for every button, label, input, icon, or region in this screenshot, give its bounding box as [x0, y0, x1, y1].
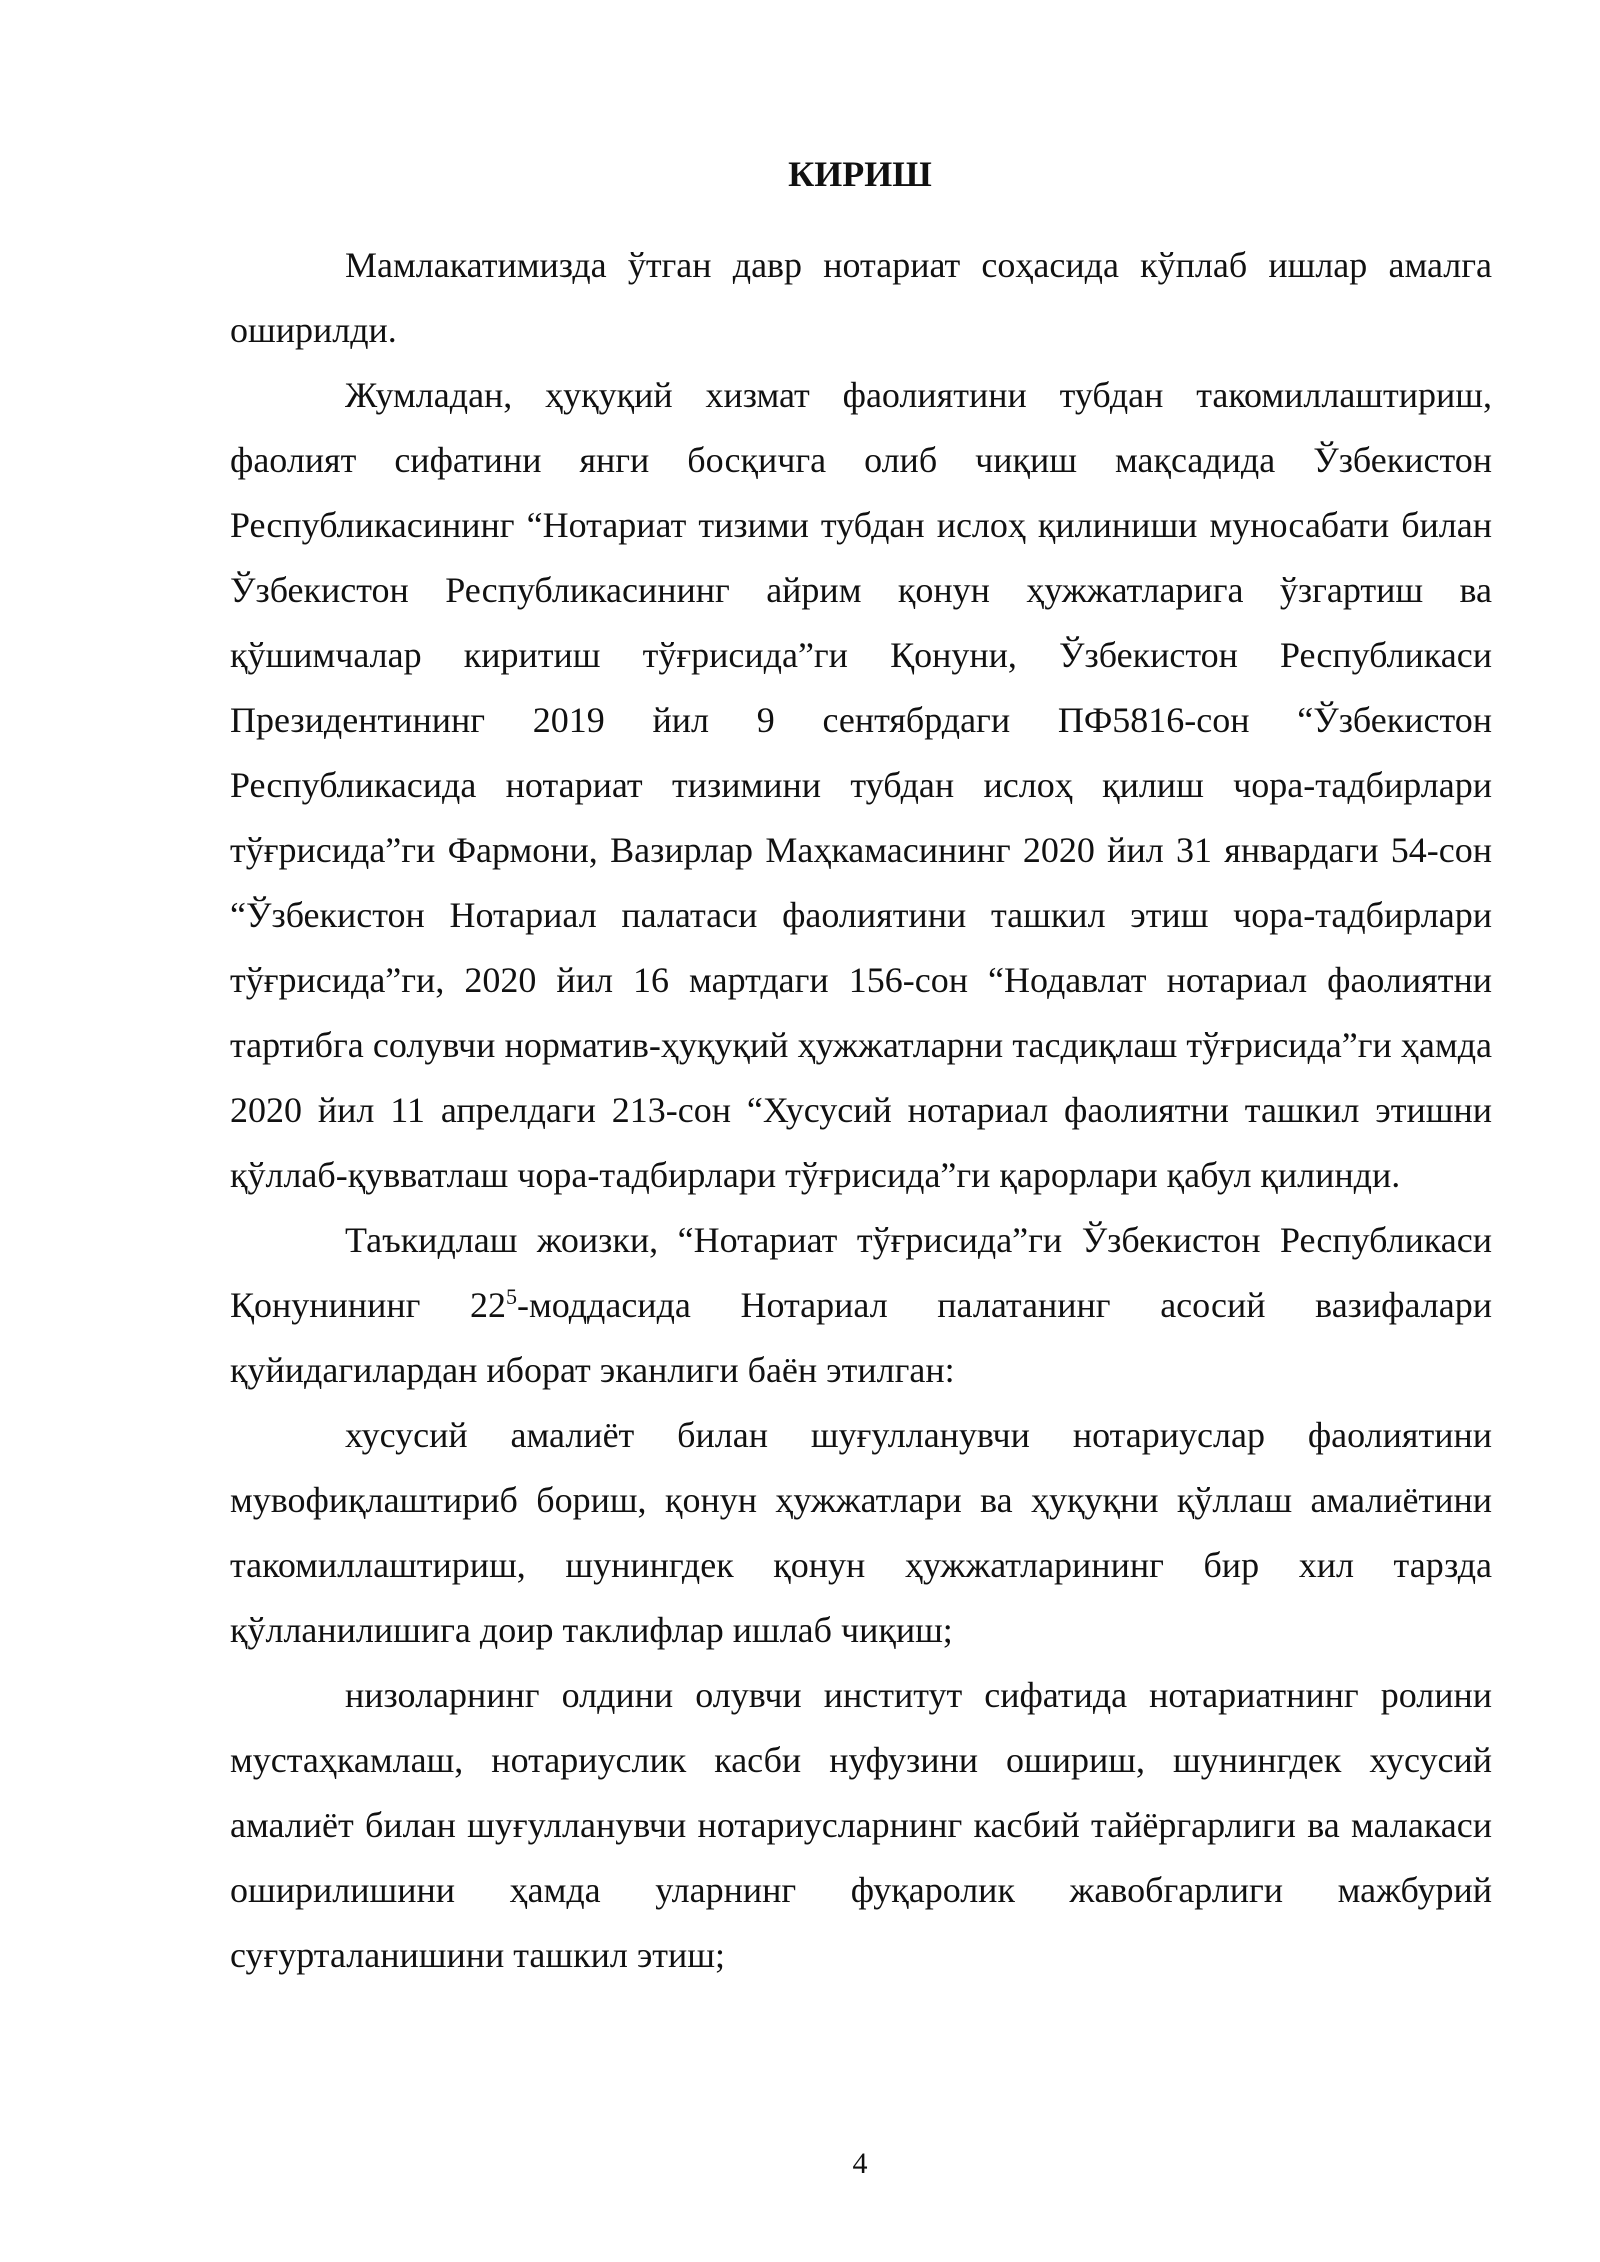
paragraph	[230, 1208, 1492, 1403]
paragraph: хусусий амалиёт билан шуғулланувчи нотариуслар фаолиятини мувофиқлаштириб бориш, қонун ҳужжатлари ва ҳуқуқни қўллаш амалиётини такомиллаштириш, шунингдек қонун ҳужжатларининг бир хил тарзда қўлланилишига доир таклифлар ишлаб чиқиш;	[230, 1415, 1492, 1650]
paragraph-text: -моддасида Нотариал палатанинг асосий вазифалари қуйидагилардан иборат эканлиги баён этилган:	[230, 1285, 1492, 1390]
paragraph: Жумладан, ҳуқуқий хизмат фаолиятини тубдан такомиллаштириш, фаолият сифатини янги босқичга олиб чиқиш мақсадида Ўзбекистон Республикасининг “Нотариат тизими тубдан ислоҳ қилиниши муносабати билан Ўзбекистон Республикасининг айрим қонун ҳужжатларига ўзгартиш ва қўшимчалар киритиш тўғрисида”ги Қонуни, Ўзбекистон Республикаси Президентининг 2019 йил 9 сентябрдаги ПФ5816-сон “Ўзбекистон Республикасида нотариат тизимини тубдан ислоҳ қилиш чора-тадбирлари тўғрисида”ги Фармони, Вазирлар Маҳкамасининг 2020 йил 31 январдаги 54-сон “Ўзбекистон Нотариал палатаси фаолиятини ташкил этиш чора-тадбирлари тўғрисида”ги, 2020 йил 16 мартдаги 156-сон “Нодавлат нотариал фаолиятни тартибга солувчи норматив-ҳуқуқий ҳужжатларни тасдиқлаш тўғрисида”ги ҳамда 2020 йил 11 апрелдаги 213-сон “Хусусий нотариал фаолиятни ташкил этишни қўллаб-қувватлаш чора-тадбирлари тўғрисида”ги қарорлари қабул қилинди.	[230, 375, 1492, 1195]
body-text	[230, 233, 1492, 1988]
paragraph-text: Таъкидлаш жоизки, “Нотариат тўғрисида”ги Ўзбекистон Республикаси Қонунининг 22	[230, 1220, 1492, 1325]
paragraph: низоларнинг олдини олувчи институт сифатида нотариатнинг ролини мустаҳкамлаш, нотариуслик касби нуфузини ошириш, шунингдек хусусий амалиёт билан шуғулланувчи нотариусларнинг касбий тайёргарлиги ва малакаси оширилишини ҳамда уларнинг фуқаролик жавобгарлиги мажбурий суғурталанишини ташкил этиш;	[230, 1675, 1492, 1975]
paragraph: Мамлакатимизда ўтган давр нотариат соҳасида кўплаб ишлар амалга оширилди.	[230, 245, 1492, 350]
superscript: 5	[505, 1284, 517, 1309]
page-title: КИРИШ	[788, 154, 932, 194]
page-number: 4	[852, 2147, 868, 2180]
